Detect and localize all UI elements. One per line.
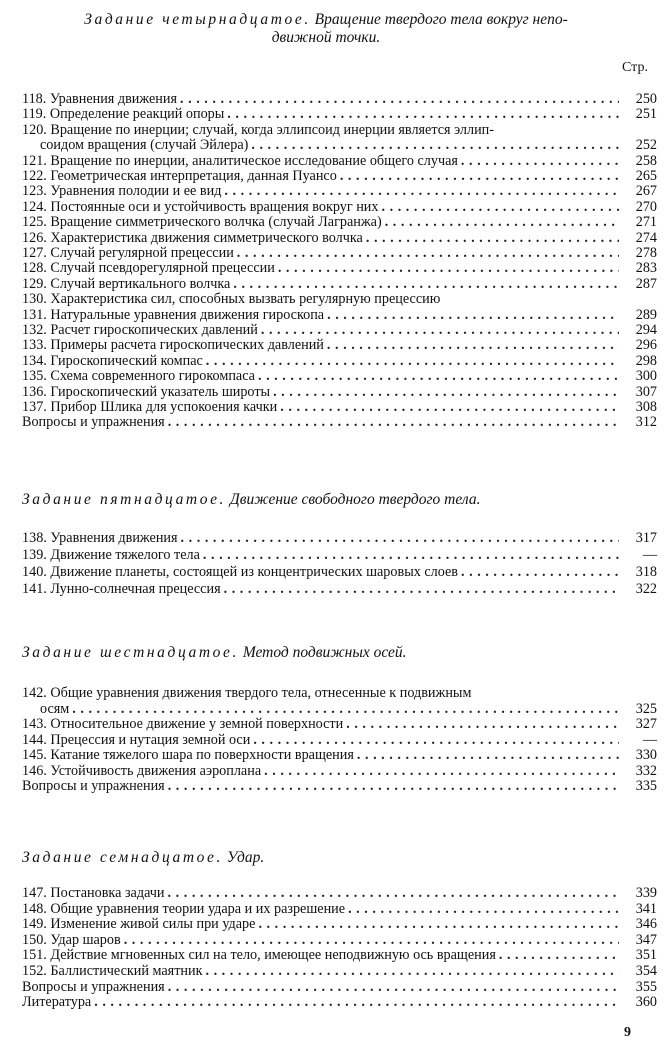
toc-entry-page: 283	[635, 260, 657, 277]
leader-dots	[165, 779, 619, 794]
leader-dots	[91, 995, 619, 1010]
leader-dots	[121, 933, 619, 948]
toc-entry-title: Литература	[22, 994, 92, 1011]
toc-entry-title: 148. Общие уравнения теории удара и их разрешение	[22, 900, 346, 917]
leader-dots	[250, 733, 619, 748]
leader-dots	[337, 169, 619, 184]
toc-entry-title: 124. Постоянные оси и устойчивость вращения вокруг них	[22, 198, 379, 215]
leader-dots	[258, 323, 619, 338]
toc-entry-page: 354	[635, 963, 657, 979]
section-heading-title: Движение свободного твердого тела.	[229, 491, 481, 508]
toc-entry	[22, 717, 657, 732]
toc-entry-title: Вопросы и упражнения	[22, 978, 165, 995]
toc-entry-page: 289	[635, 306, 657, 323]
toc-entry-page: 351	[635, 947, 657, 964]
leader-dots	[177, 92, 619, 107]
toc-entry	[22, 933, 657, 948]
toc-entry-title: 122. Геометрическая интерпретация, данная Пуансо	[22, 168, 337, 184]
toc-entry	[22, 107, 657, 122]
leader-dots	[165, 980, 619, 995]
toc-entry-title: 128. Случай псевдорегулярной прецессии	[22, 260, 275, 277]
toc-entry-title: 150. Удар шаров	[22, 931, 121, 948]
toc-entry	[22, 246, 657, 261]
toc-entry-page: 287	[635, 275, 657, 292]
toc-entry	[22, 292, 657, 307]
toc-entry-page: 258	[635, 152, 657, 169]
toc-entry-title: 130. Характеристика сил, способных вызвать регулярную прецессию	[22, 291, 441, 308]
toc-entry-page: 327	[635, 716, 657, 732]
toc-entry-page: 312	[635, 414, 657, 431]
section-heading-title: Метод подвижных осей.	[242, 644, 407, 661]
toc-entry	[22, 565, 657, 580]
toc-entry	[22, 415, 657, 430]
toc-entry-page: 250	[635, 91, 657, 107]
leader-dots	[277, 400, 619, 415]
toc-entry	[22, 323, 657, 338]
toc-entry-title: Вопросы и упражнения	[22, 778, 165, 794]
toc-entry-page: 298	[635, 352, 657, 369]
toc-entry-page: 355	[635, 978, 657, 995]
toc-entry	[22, 200, 657, 215]
leader-dots	[255, 369, 619, 384]
toc-entry	[22, 184, 657, 199]
toc-entry-page: 341	[635, 900, 657, 917]
toc-entry-title: 135. Схема современного гирокомпаса	[22, 368, 255, 385]
leader-dots	[255, 917, 619, 932]
toc-entry	[22, 154, 657, 169]
toc-entry-page: 318	[635, 564, 657, 580]
toc-entry	[22, 779, 657, 794]
toc-entry-page: 267	[635, 183, 657, 200]
toc-entry-page: 274	[635, 229, 657, 246]
toc-entry	[22, 400, 657, 415]
toc-entry-page: —	[642, 547, 657, 563]
toc-entry-title: 129. Случай вертикального волчка	[22, 275, 231, 292]
page-column-label: Стр.	[622, 60, 648, 75]
toc-entry-page: 347	[635, 931, 657, 948]
toc-entry-page: 270	[635, 198, 657, 215]
toc-entry	[22, 964, 657, 979]
toc-entry-page: 307	[635, 383, 657, 400]
toc-entry	[22, 686, 657, 701]
toc-entry-title: Вопросы и упражнения	[22, 414, 165, 431]
leader-dots	[261, 764, 619, 779]
toc-entry-page: —	[642, 731, 657, 748]
toc-entry-title: 149. Изменение живой силы при ударе	[22, 916, 256, 933]
toc-entry-page: 265	[635, 168, 657, 184]
toc-entry-page: 335	[635, 778, 657, 794]
toc-entry	[22, 308, 657, 323]
section-heading-16	[22, 643, 634, 662]
toc-entry-title: 123. Уравнения полодии и ее вид	[22, 183, 222, 200]
toc-entry	[22, 748, 657, 763]
toc-entry-page: 296	[635, 337, 657, 354]
leader-dots	[458, 565, 619, 580]
toc-entry	[22, 948, 657, 963]
section-heading-title: Удар.	[226, 849, 265, 866]
toc-entry-title: 139. Движение тяжелого тела	[22, 547, 200, 563]
toc-entry-title: 152. Баллистический маятник	[22, 963, 203, 979]
toc-entry-title: 138. Уравнения движения	[22, 530, 178, 546]
toc-entry-title: 144. Прецессия и нутация земной оси	[22, 731, 251, 748]
toc-entry-title: 147. Постановка задачи	[22, 885, 165, 901]
toc-entry	[22, 138, 657, 153]
toc-entry-page: 251	[635, 106, 657, 123]
toc-entry-title: осям	[40, 700, 70, 717]
toc-entry	[22, 92, 657, 107]
toc-entry-title: 142. Общие уравнения движения твердого тела, отнесенные к подвижным	[22, 685, 472, 701]
toc-entry	[22, 338, 657, 353]
leader-dots	[379, 200, 620, 215]
toc-entry-title: 119. Определение реакций опоры	[22, 106, 225, 123]
toc-entry	[22, 369, 657, 384]
toc-entry-title: 145. Катание тяжелого шара по поверхности вращения	[22, 747, 354, 763]
section-heading-lead: Задание четырнадцатое.	[84, 11, 311, 28]
leader-dots	[363, 231, 619, 246]
toc-entry-page: 271	[635, 214, 657, 231]
leader-dots	[354, 748, 619, 763]
page-number: 9	[624, 1025, 631, 1040]
toc-entry-title: 131. Натуральные уравнения движения гироскопа	[22, 306, 325, 323]
leader-dots	[224, 107, 619, 122]
leader-dots	[496, 948, 619, 963]
leader-dots	[270, 385, 619, 400]
toc-entry	[22, 582, 657, 597]
toc-entry-page: 332	[635, 762, 657, 779]
section-heading-14	[20, 10, 632, 29]
toc-entry-page: 317	[635, 530, 657, 546]
toc-entry	[22, 261, 657, 276]
toc-entry-page: 346	[635, 916, 657, 933]
toc-entry-page: 294	[635, 322, 657, 338]
section-heading-lead: Задание пятнадцатое.	[22, 491, 227, 508]
toc-entry	[22, 548, 657, 563]
section-heading-lead: Задание семнадцатое.	[22, 849, 223, 866]
leader-dots	[382, 215, 619, 230]
toc-entry-page: 360	[635, 994, 657, 1011]
toc-entry	[22, 886, 657, 901]
toc-entry	[22, 354, 657, 369]
toc-entry-title: 121. Вращение по инерции, аналитическое исследование общего случая	[22, 152, 458, 169]
leader-dots	[248, 138, 619, 153]
toc-entry	[22, 169, 657, 184]
toc-entry-title: соидом вращения (случай Эйлера)	[40, 137, 249, 154]
toc-entry	[22, 980, 657, 995]
toc-entry-page: 330	[635, 747, 657, 763]
leader-dots	[324, 338, 619, 353]
toc-entry-page: 300	[635, 368, 657, 385]
toc-entry-title: 132. Расчет гироскопических давлений	[22, 322, 258, 338]
toc-entry-title: 146. Устойчивость движения аэроплана	[22, 762, 262, 779]
toc-entry-title: 141. Лунно-солнечная прецессия	[22, 581, 221, 597]
leader-dots	[234, 246, 619, 261]
toc-entry	[22, 764, 657, 779]
toc-entry-title: 136. Гироскопический указатель широты	[22, 383, 271, 400]
leader-dots	[200, 548, 619, 563]
toc-entry-title: 118. Уравнения движения	[22, 91, 178, 107]
toc-entry	[22, 531, 657, 546]
toc-entry	[22, 385, 657, 400]
toc-entry-title: 151. Действие мгновенных сил на тело, имеющее неподвижную ось вращения	[22, 947, 496, 964]
leader-dots	[458, 154, 619, 169]
leader-dots	[230, 277, 619, 292]
toc-entry-title: 143. Относительное движение у земной поверхности	[22, 716, 344, 732]
toc-entry	[22, 733, 657, 748]
toc-entry	[22, 995, 657, 1010]
section-heading-title: Вращение твердого тела вокруг непо-	[314, 11, 568, 28]
toc-entry-page: 252	[635, 137, 657, 154]
toc-entry-page: 308	[635, 399, 657, 415]
toc-entry	[22, 277, 657, 292]
toc-entry-page: 278	[635, 245, 657, 261]
leader-dots	[165, 886, 619, 901]
leader-dots	[203, 354, 619, 369]
toc-entry-page: 322	[635, 581, 657, 597]
leader-dots	[221, 184, 619, 199]
toc-entry	[22, 902, 657, 917]
toc-entry	[22, 215, 657, 230]
leader-dots	[275, 261, 619, 276]
leader-dots	[343, 717, 619, 732]
section-heading-17	[22, 848, 634, 867]
leader-dots	[221, 582, 619, 597]
toc-entry	[22, 702, 657, 717]
toc-entry-page: 325	[635, 700, 657, 717]
leader-dots	[345, 902, 619, 917]
toc-entry-title: 126. Характеристика движения симметрического волчка	[22, 229, 363, 246]
toc-entry	[22, 917, 657, 932]
toc-entry-title: 120. Вращение по инерции; случай, когда эллипсоид инерции является эллип-	[22, 121, 494, 138]
section-heading-15	[22, 490, 634, 509]
section-heading-lead: Задание шестнадцатое.	[22, 644, 239, 661]
leader-dots	[165, 415, 619, 430]
toc-entry-title: 137. Прибор Шлика для успокоения качки	[22, 399, 278, 415]
leader-dots	[69, 702, 619, 717]
leader-dots	[178, 531, 619, 546]
section-heading-14-line2: движной точки.	[271, 29, 381, 46]
leader-dots	[202, 964, 619, 979]
toc-entry-title: 125. Вращение симметрического волчка (случай Лагранжа)	[22, 214, 382, 231]
toc-entry-title: 140. Движение планеты, состоящей из концентрических шаровых слоев	[22, 564, 459, 580]
toc-entry	[22, 231, 657, 246]
toc-entry-page: 339	[635, 885, 657, 901]
toc-entry-title: 134. Гироскопический компас	[22, 352, 203, 369]
toc-entry-title: 127. Случай регулярной прецессии	[22, 245, 234, 261]
leader-dots	[324, 308, 619, 323]
toc-entry-title: 133. Примеры расчета гироскопических давлений	[22, 337, 324, 354]
toc-entry	[22, 123, 657, 138]
